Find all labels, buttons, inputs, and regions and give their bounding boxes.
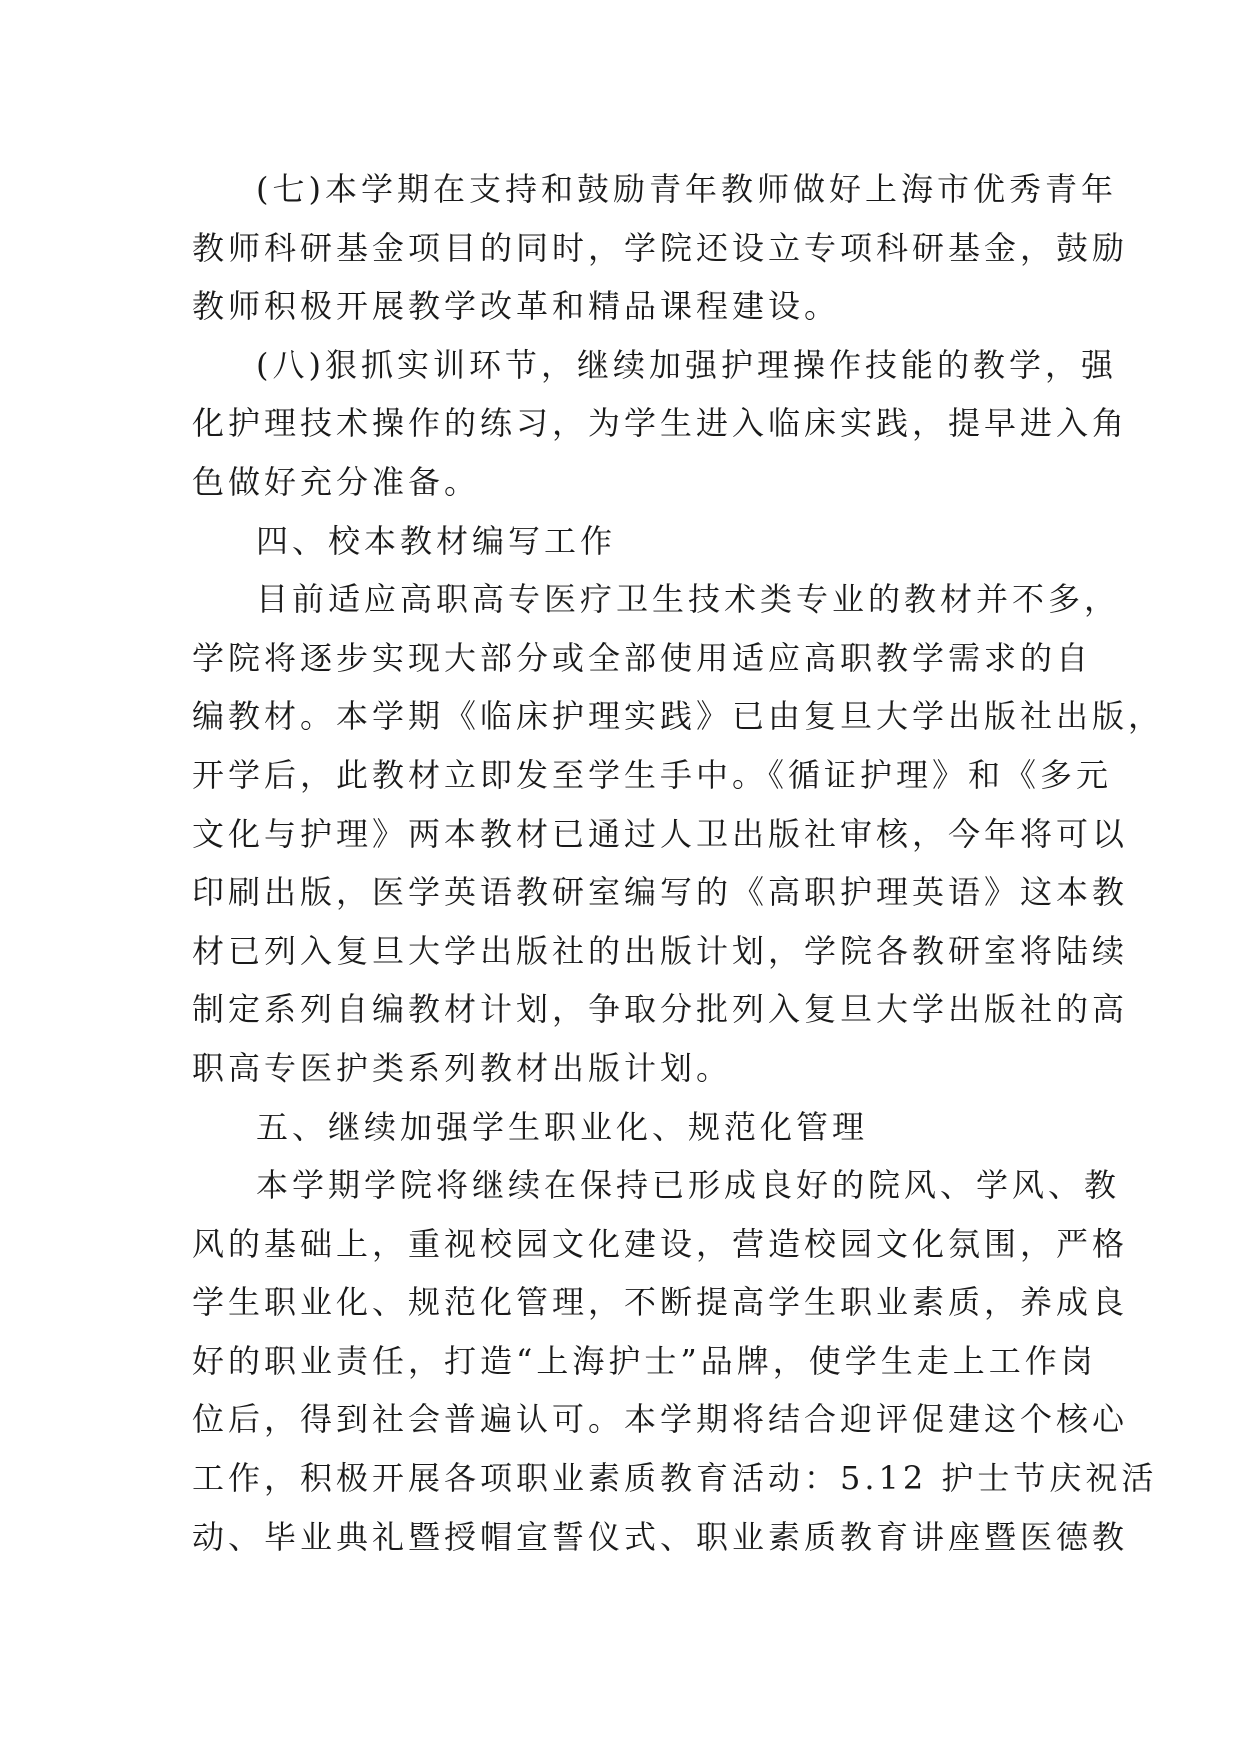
paragraph-7-line-3: 教师积极开展教学改革和精品课程建设。	[192, 287, 841, 326]
section-4-line-4: 开学后，此教材立即发至学生手中。《循证护理》和《多元	[192, 755, 1113, 794]
paragraph-8-line-3: 色做好充分准备。	[192, 462, 481, 501]
section-5-heading: 五、继续加强学生职业化、规范化管理	[256, 1107, 869, 1146]
section-5-line-2: 风的基础上，重视校园文化建设，营造校园文化氛围，严格	[192, 1224, 1129, 1263]
section-4-heading: 四、校本教材编写工作	[256, 521, 617, 560]
section-4-line-7: 材已列入复旦大学出版社的出版计划，学院各教研室将陆续	[192, 931, 1129, 970]
paragraph-8-line-1: (八)狠抓实训环节，继续加强护理操作技能的教学，强	[256, 345, 1117, 384]
section-5-line-3: 学生职业化、规范化管理，不断提高学生职业素质，养成良	[192, 1283, 1129, 1322]
section-5-line-6: 工作，积极开展各项职业素质教育活动：5.12 护士节庆祝活	[192, 1459, 1158, 1498]
paragraph-7-line-2: 教师科研基金项目的同时，学院还设立专项科研基金，鼓励	[192, 228, 1129, 267]
paragraph-8-line-2: 化护理技术操作的练习，为学生进入临床实践，提早进入角	[192, 404, 1129, 443]
section-5-line-4: 好的职业责任，打造“上海护士”品牌，使学生走上工作岗	[192, 1341, 1097, 1380]
section-4-line-8: 制定系列自编教材计划，争取分批列入复旦大学出版社的高	[192, 990, 1129, 1029]
section-4-line-9: 职高专医护类系列教材出版计划。	[192, 1048, 733, 1087]
paragraph-7-line-1: (七)本学期在支持和鼓励青年教师做好上海市优秀青年	[256, 170, 1117, 208]
section-5-line-5: 位后，得到社会普遍认可。本学期将结合迎评促建这个核心	[192, 1400, 1129, 1439]
section-4-line-2: 学院将逐步实现大部分或全部使用适应高职教学需求的自	[192, 638, 1093, 677]
section-4-line-1: 目前适应高职高专医疗卫生技术类专业的教材并不多，	[256, 580, 1121, 619]
section-4-line-6: 印刷出版，医学英语教研室编写的《高职护理英语》这本教	[192, 873, 1129, 912]
section-4-line-5: 文化与护理》两本教材已通过人卫出版社审核，今年将可以	[192, 814, 1129, 853]
body-text	[192, 160, 1165, 1566]
section-4-line-3: 编教材。本学期《临床护理实践》已由复旦大学出版社出版，	[192, 697, 1165, 736]
section-5-line-7: 动、毕业典礼暨授帽宣誓仪式、职业素质教育讲座暨医德教	[192, 1517, 1129, 1556]
section-5-line-1: 本学期学院将继续在保持已形成良好的院风、学风、教	[256, 1166, 1121, 1205]
